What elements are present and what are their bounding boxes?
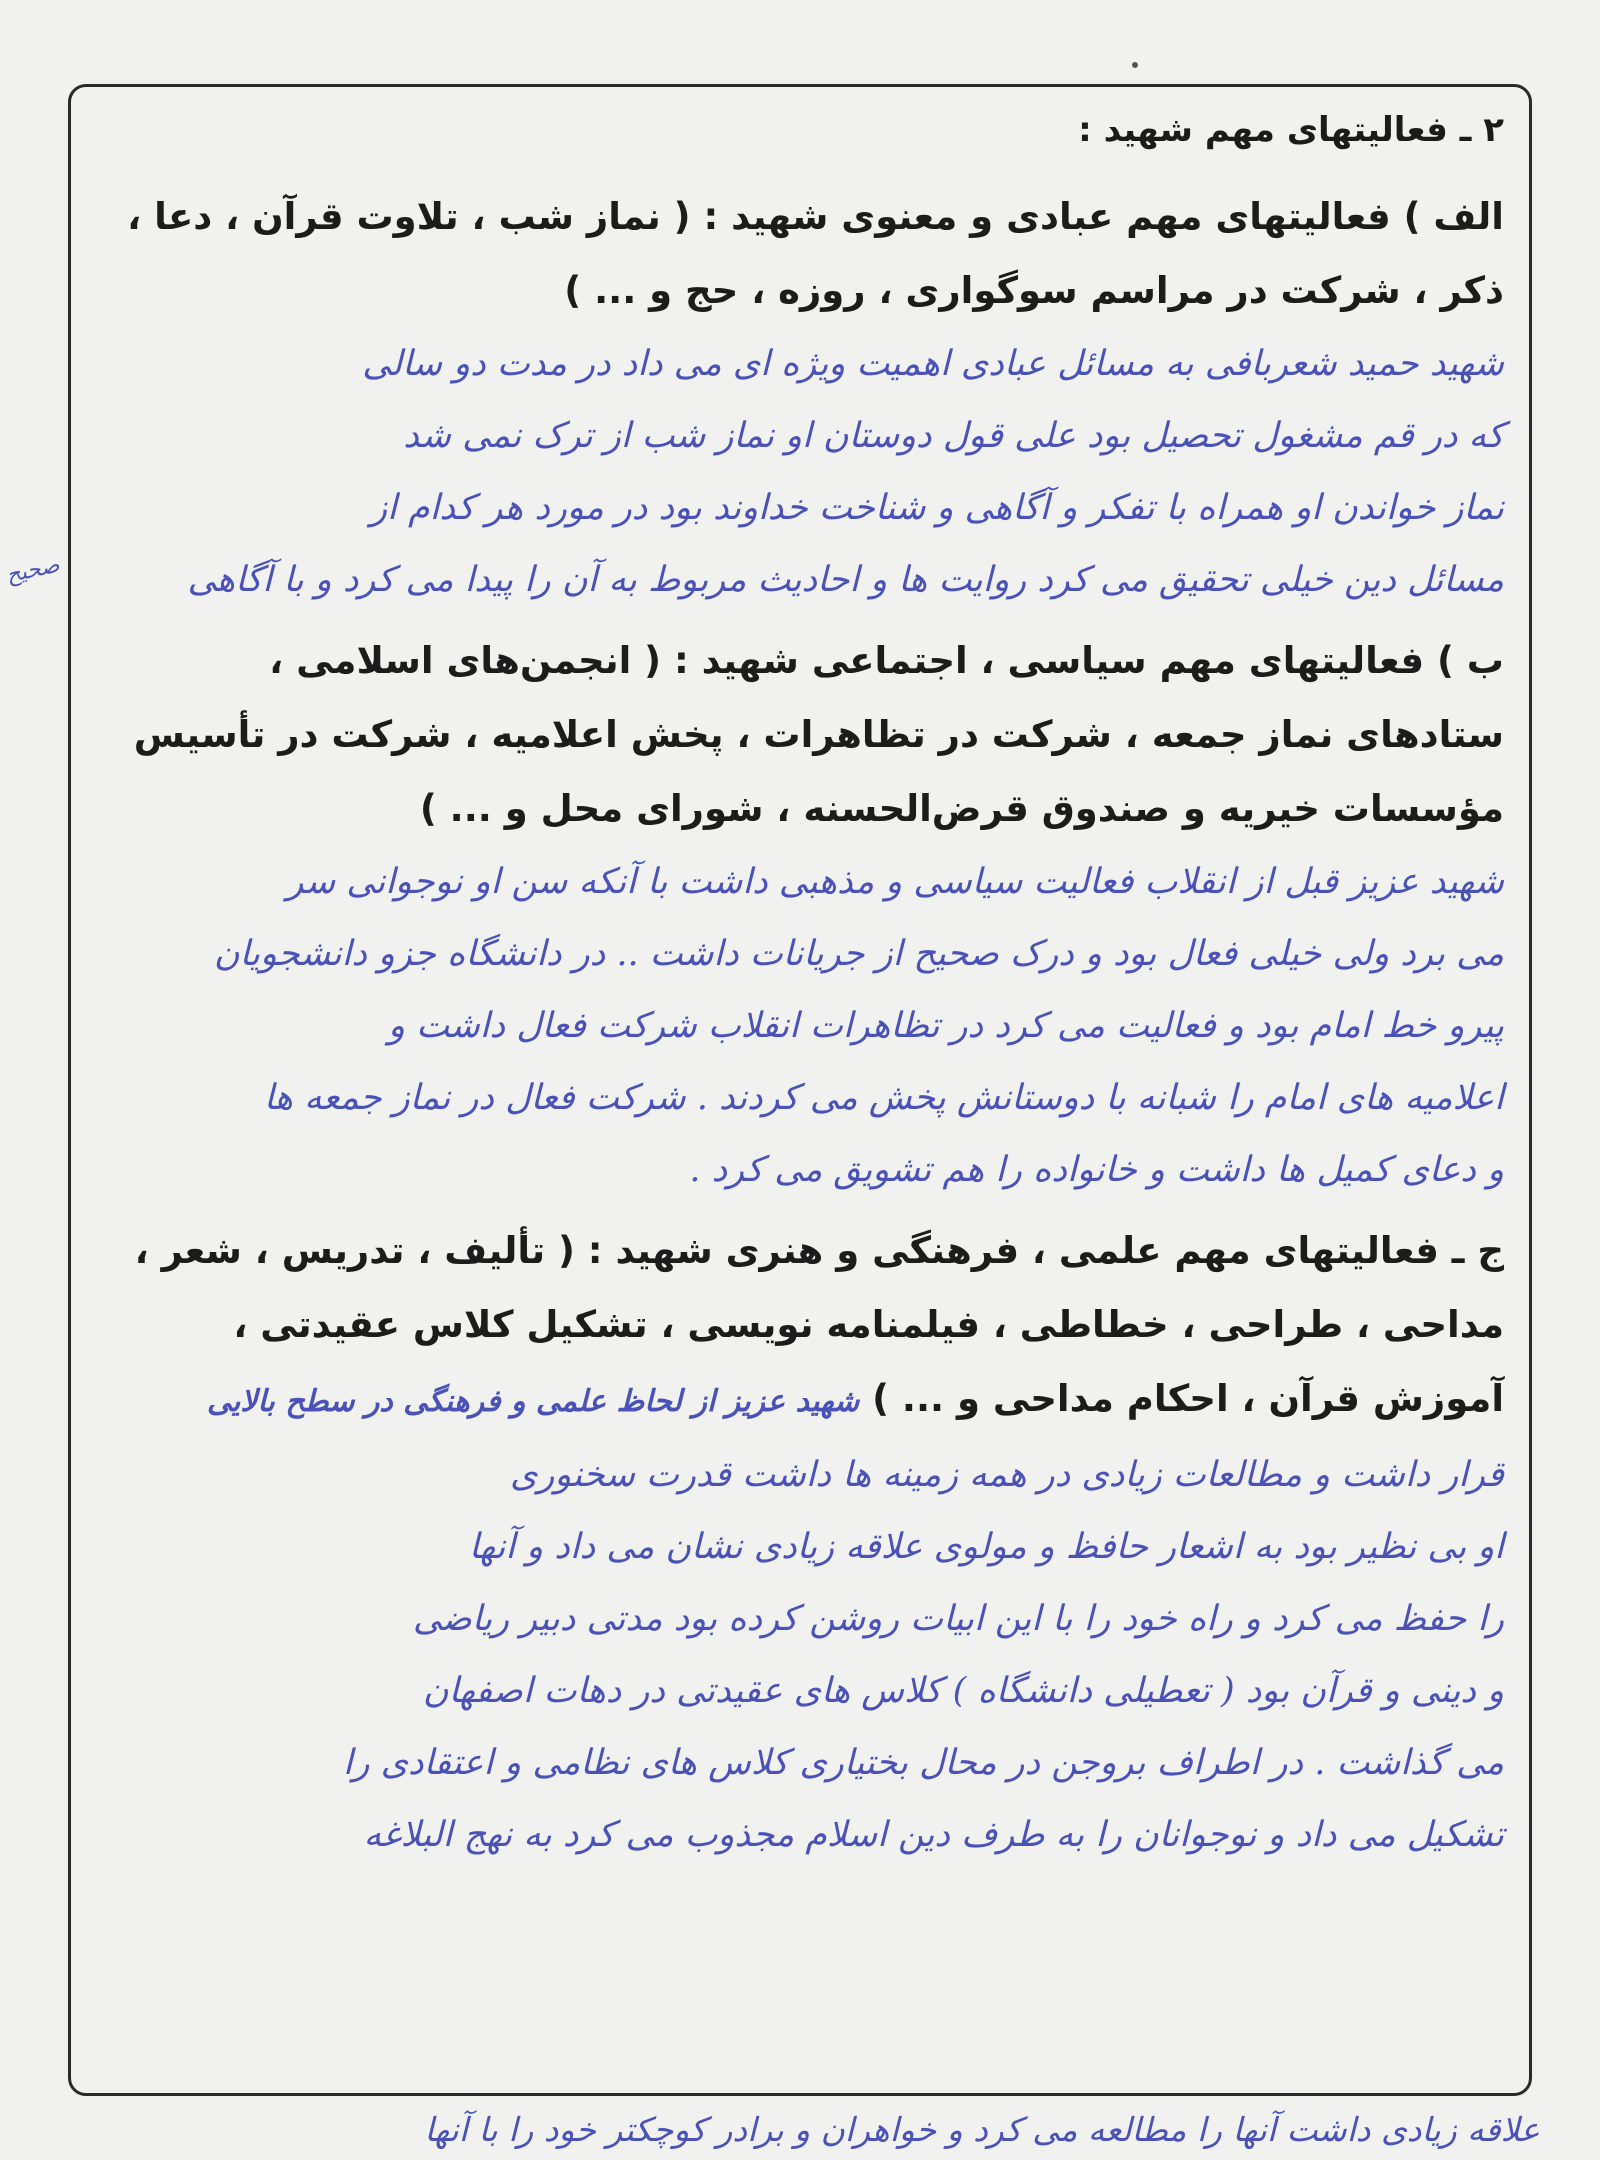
form-heading: ۲ ـ فعالیتهای مهم شهید : xyxy=(1078,110,1504,150)
section-c-answer-line-3: را حفظ می کرد و راه خود را با این ابیات روشن کرده بود مدتی دبیر ریاضی xyxy=(412,1599,1504,1639)
section-c-prompt-line-3 xyxy=(104,1362,1504,1439)
section-a-prompt-line-1: الف ) فعالیتهای مهم عبادی و معنوی شهید : ( نماز شب ، تلاوت قرآن ، دعا ، xyxy=(127,195,1504,238)
section-b-prompt-line-3: مؤسسات خیریه و صندوق قرض‌الحسنه ، شورای محل و ... ) xyxy=(419,787,1504,830)
section-a-answer-line-4: مسائل دین خیلی تحقیق می کرد روایت ها و احادیث مربوط به آن را پیدا می کرد و با آگاهی xyxy=(187,560,1504,600)
section-b-answer-line-2: می برد ولی خیلی فعال بود و درک صحیح از جریانات داشت .. در دانشگاه جزو دانشجویان xyxy=(213,934,1504,974)
section-c xyxy=(104,1214,1504,1871)
section-c-prompt-line-1: ج ـ فعالیتهای مهم علمی ، فرهنگی و هنری شهید : ( تألیف ، تدریس ، شعر ، xyxy=(134,1229,1504,1272)
section-b-prompt-line-1: ب ) فعالیتهای مهم سیاسی ، اجتماعی شهید : ( انجمن‌های اسلامی ، xyxy=(269,639,1504,682)
section-a-prompt-line-2: ذکر ، شرکت در مراسم سوگواری ، روزه ، حج و ... ) xyxy=(564,269,1504,312)
section-a-answer-line-1: شهید حمید شعربافی به مسائل عبادی اهمیت ویژه ای می داد در مدت دو سالی xyxy=(362,344,1504,384)
form-content xyxy=(104,100,1504,1879)
section-b-answer-line-1: شهید عزیز قبل از انقلاب فعالیت سیاسی و مذهبی داشت با آنکه سن او نوجوانی سر xyxy=(286,862,1504,902)
section-a-answer-line-2: که در قم مشغول تحصیل بود علی قول دوستان او نماز شب از ترک نمی شد xyxy=(403,416,1504,456)
section-c-answer-inline: شهید عزیز از لحاظ علمی و فرهنگی در سطح بالایی xyxy=(206,1384,860,1419)
margin-note: صحیح xyxy=(3,552,62,589)
section-c-answer-line-6: تشکیل می داد و نوجوانان را به طرف دین اسلام مجذوب می کرد به نهج البلاغه xyxy=(363,1815,1504,1855)
section-c-answer-line-4: و دینی و قرآن بود ( تعطیلی دانشگاه ) کلاس های عقیدتی در دهات اصفهان xyxy=(422,1671,1504,1711)
section-b-answer-line-3: پیرو خط امام بود و فعالیت می کرد در تظاهرات انقلاب شرکت فعال داشت و xyxy=(388,1006,1504,1046)
section-c-prompt-line-2: مداحی ، طراحی ، خطاطی ، فیلمنامه نویسی ، تشکیل کلاس عقیدتی ، xyxy=(233,1303,1504,1346)
section-b-prompt-line-2: ستادهای نماز جمعه ، شرکت در تظاهرات ، پخش اعلامیه ، شرکت در تأسیس xyxy=(133,713,1504,756)
section-c-answer-line-2: او بی نظیر بود به اشعار حافظ و مولوی علاقه زیادی نشان می داد و آنها xyxy=(468,1527,1504,1567)
section-a-answer-line-3: نماز خواندن او همراه با تفکر و آگاهی و شناخت خداوند بود در مورد هر کدام از xyxy=(370,488,1504,528)
paper-mark xyxy=(1132,62,1138,68)
section-a xyxy=(104,180,1504,616)
section-b xyxy=(104,624,1504,1206)
section-c-prompt-line-3-text: آموزش قرآن ، احکام مداحی و ... ) xyxy=(872,1377,1504,1420)
section-c-answer-line-5: می گذاشت . در اطراف بروجن در محال بختیاری کلاس های نظامی و اعتقادی را xyxy=(342,1743,1504,1783)
section-b-answer-line-5: و دعای کمیل ها داشت و خانواده را هم تشویق می کرد . xyxy=(689,1150,1504,1190)
bottom-handwritten-line: علاقه زیادی داشت آنها را مطالعه می کرد و خواهران و برادر کوچکتر خود را با آنها xyxy=(424,2110,1540,2149)
section-c-answer-line-1: قرار داشت و مطالعات زیادی در همه زمینه ها داشت قدرت سخنوری xyxy=(510,1455,1504,1495)
section-b-answer-line-4: اعلامیه های امام را شبانه با دوستانش پخش می کردند . شرکت فعال در نماز جمعه ها xyxy=(263,1078,1504,1118)
